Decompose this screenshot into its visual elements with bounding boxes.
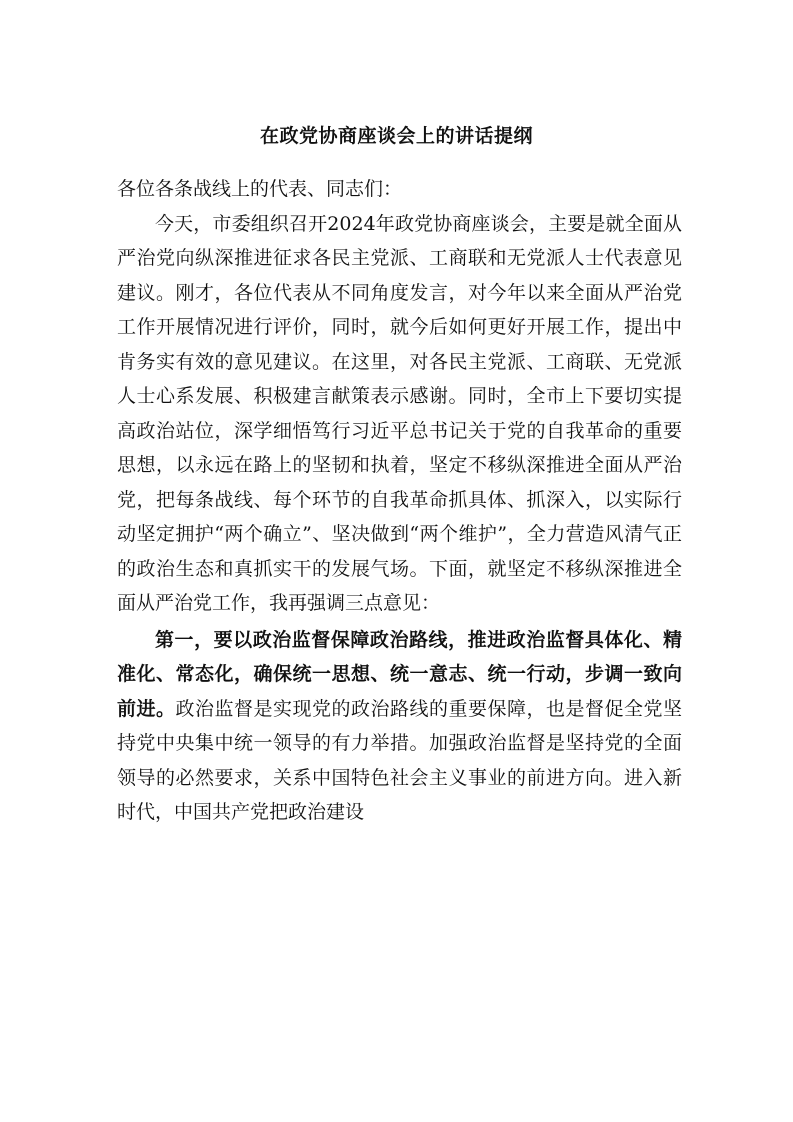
- paragraph-2-lead: 第一，要以政治监督保障政治路线，推进政治监督具体化、精准化、常态化，确保统一思想、统一意志、统一行动，步调一致向前进。: [117, 628, 682, 720]
- paragraph-1: [117, 207, 682, 621]
- paragraph-2-text: 政治监督是实现党的政治路线的重要保障，也是督促全党坚持党中央集中统一领导的有力举措。加强政治监督是坚持党的全面领导的必然要求，关系中国特色社会主义事业的前进方向。进入新时代，中国共产党把政治建设: [117, 697, 682, 823]
- paragraph-2: [117, 623, 682, 830]
- paragraph-1-text: 今天，市委组织召开2024年政党协商座谈会，主要是就全面从严治党向纵深推进征求各民主党派、工商联和无党派人士代表意见建议。刚才，各位代表从不同角度发言，对今年以来全面从严治党工作开展情况进行评价，同时，就今后如何更好开展工作，提出中肯务实有效的意见建议。在这里，对各民主党派、工商联、无党派人士心系发展、积极建言献策表示感谢。同时，全市上下要切实提高政治站位，深学细悟笃行习近平总书记关于党的自我革命的重要思想，以永远在路上的坚韧和执着，坚定不移纵深推进全面从严治党，把每条战线、每个环节的自我革命抓具体、抓深入，以实际行动坚定拥护“两个确立”、坚决做到“两个维护”，全力营造风清气正的政治生态和真抓实干的发展气场。下面，就坚定不移纵深推进全面从严治党工作，我再强调三点意见：: [117, 212, 682, 614]
- document-body: [117, 172, 682, 830]
- document-title: 在政党协商座谈会上的讲话提纲: [259, 125, 533, 147]
- greeting-line: 各位各条战线上的代表、同志们：: [117, 178, 403, 200]
